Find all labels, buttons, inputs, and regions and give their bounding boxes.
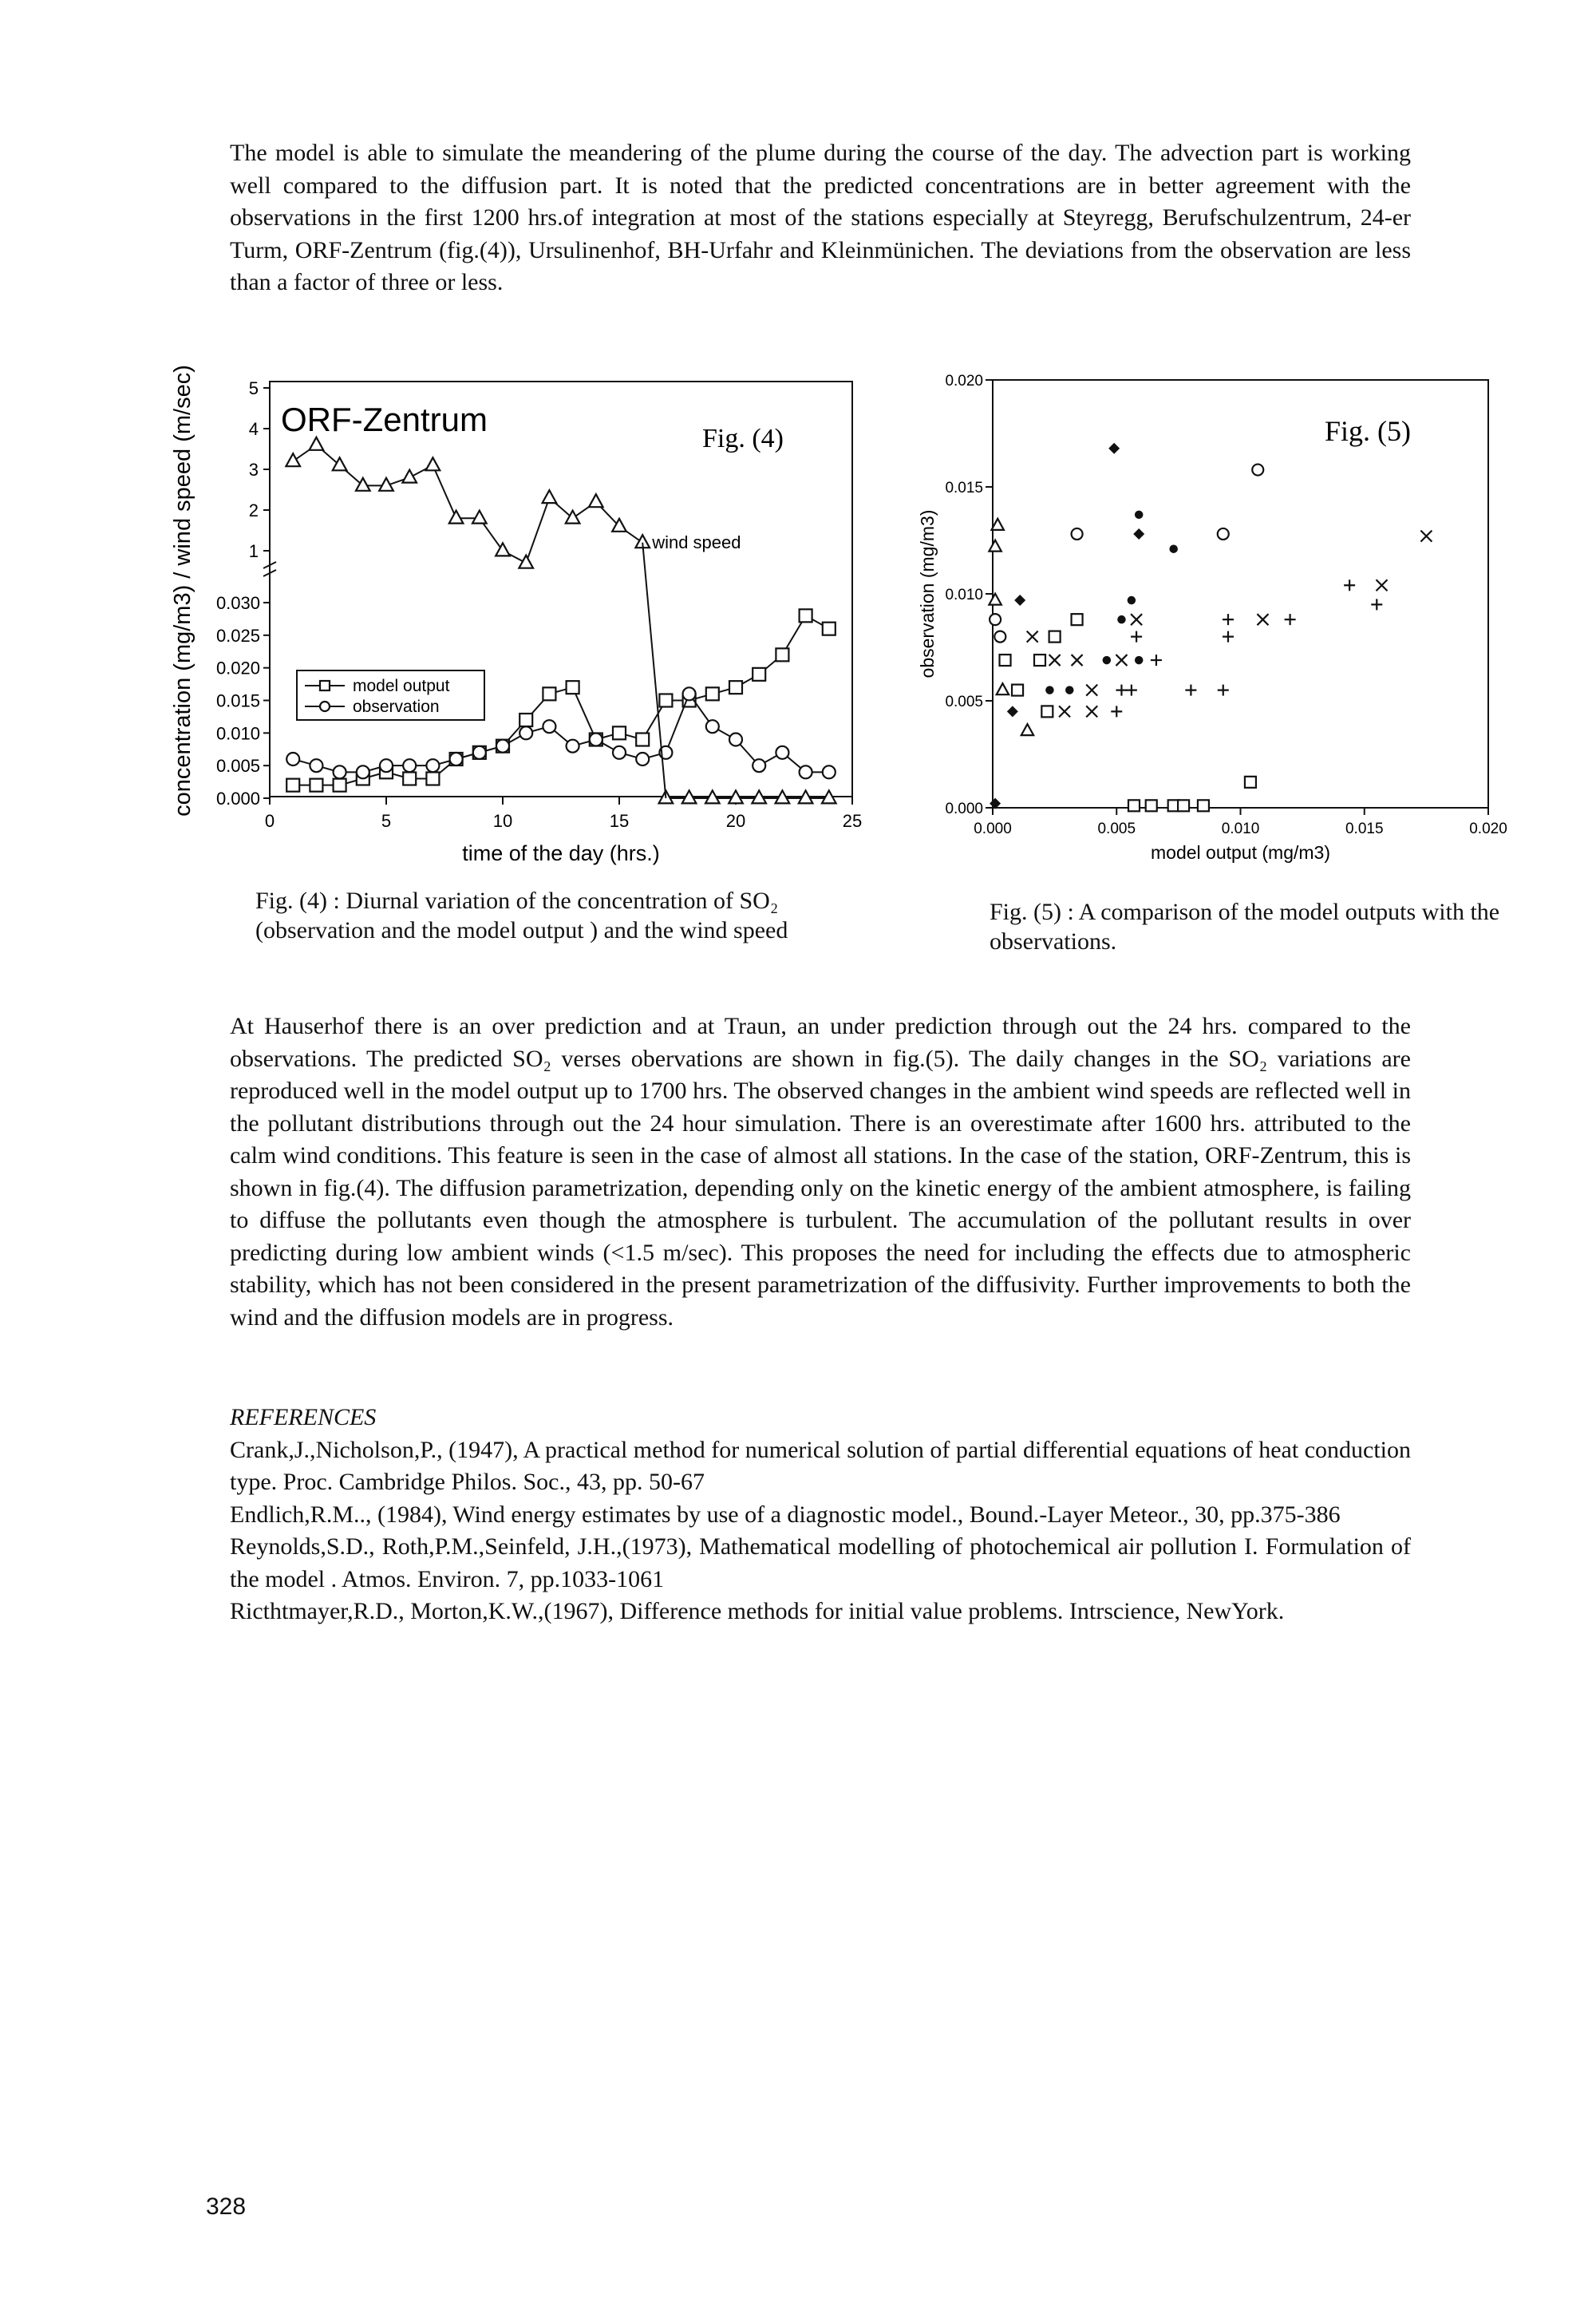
data-point <box>286 753 299 765</box>
scatter-point <box>1420 531 1432 542</box>
body-paragraph-1: The model is able to simulate the meandering of the plume during the course of the day. The advection part is working well compared to the diffusion part. It is noted that the predicted concentrations are in better agreement with the observations in the first 1200 hrs.of integration at most of the stations especially at Steyregg, Berufschulzentrum, 24-er Turm, ORF-Zentrum (fig.(4)), Ursulinenhof, BH-Urfahr and Kleinmünichen. The deviations from the observation are less than a factor of three or less. <box>230 140 1411 295</box>
scatter-point <box>1133 528 1144 540</box>
data-point <box>357 765 369 778</box>
y-axis-title: concentration (mg/m3) / wind speed (m/sec) <box>170 365 196 817</box>
conc-tick-label: 0.000 <box>215 789 260 809</box>
conc-tick-label: 0.020 <box>215 658 260 678</box>
data-point <box>729 734 742 746</box>
data-point <box>426 457 440 470</box>
data-point <box>496 740 509 753</box>
wind-speed-label: wind speed <box>652 532 741 552</box>
x-axis-title: model output (mg/m3) <box>1151 842 1330 863</box>
conc-tick-label: 0.030 <box>215 593 260 613</box>
scatter-point <box>1027 631 1038 643</box>
scatter-point <box>1103 656 1112 665</box>
scatter-point <box>1151 655 1162 666</box>
data-point <box>472 511 487 524</box>
data-point <box>310 437 324 450</box>
scatter-point <box>1034 655 1045 666</box>
wind-tick-label: 1 <box>248 541 259 561</box>
scatter-point <box>1117 615 1126 624</box>
data-point <box>519 714 532 726</box>
scatter-point <box>1223 631 1234 643</box>
data-point <box>426 759 439 772</box>
scatter-point <box>1072 655 1083 666</box>
data-point <box>776 746 788 759</box>
data-point <box>753 759 765 772</box>
data-point <box>543 490 557 503</box>
x-tick-label: 10 <box>492 811 513 831</box>
x-tick-label: 0.005 <box>1097 821 1136 837</box>
scatter-point <box>1014 595 1025 606</box>
scatter-point <box>990 614 1001 625</box>
data-point <box>334 765 346 778</box>
data-point <box>426 773 439 785</box>
data-point <box>613 726 626 739</box>
conc-tick-label: 0.005 <box>215 756 260 777</box>
scatter-point <box>1198 800 1209 811</box>
scatter-point <box>1128 800 1140 811</box>
scatter-point <box>1116 655 1127 666</box>
data-point <box>800 609 812 622</box>
scatter-point <box>1135 656 1144 665</box>
data-point <box>380 759 393 772</box>
scatter-point <box>1146 800 1157 811</box>
scatter-point <box>1049 631 1061 643</box>
data-point <box>333 457 347 470</box>
data-point <box>589 494 603 507</box>
x-tick-label: 0 <box>264 811 275 831</box>
legend-marker <box>320 681 330 690</box>
data-point <box>706 720 719 733</box>
legend <box>297 670 484 720</box>
scatter-point <box>1257 614 1268 625</box>
x-tick-label: 0.000 <box>974 821 1012 837</box>
data-point <box>402 470 417 483</box>
scatter-point <box>1111 706 1122 717</box>
plot-frame <box>993 380 1488 808</box>
data-point <box>310 779 322 792</box>
scatter-point <box>994 631 1005 643</box>
data-point <box>729 681 742 694</box>
scatter-point <box>1021 724 1033 735</box>
data-point <box>310 759 322 772</box>
y-axis-title: observation (mg/m3) <box>917 509 938 678</box>
x-tick-label: 25 <box>842 811 863 831</box>
scatter-point <box>997 683 1009 694</box>
x-tick-label: 5 <box>381 811 392 831</box>
scatter-point <box>1007 706 1018 717</box>
data-point <box>449 511 464 524</box>
y-tick-label: 0.015 <box>945 480 983 496</box>
scatter-point <box>1116 685 1127 696</box>
scatter-point <box>1126 685 1137 696</box>
data-point <box>286 779 299 792</box>
data-point <box>450 753 463 765</box>
x-tick-label: 0.020 <box>1469 821 1507 837</box>
legend-marker <box>320 702 330 711</box>
scatter-point <box>1245 777 1256 788</box>
data-point <box>567 681 579 694</box>
scatter-point <box>1371 599 1382 610</box>
scatter-point <box>1059 706 1070 717</box>
data-point <box>659 694 672 707</box>
chart-title: ORF-Zentrum <box>281 401 488 438</box>
wind-tick-label: 2 <box>248 500 259 520</box>
data-point <box>706 687 719 700</box>
page-number: 328 <box>206 2193 247 2220</box>
scatter-point <box>1072 614 1083 625</box>
conc-tick-label: 0.010 <box>215 723 260 744</box>
scatter-point <box>1135 511 1144 520</box>
scatter-point <box>1218 685 1229 696</box>
figure-label: Fig. (4) <box>702 424 784 453</box>
scatter-point <box>1086 706 1097 717</box>
scatter-point <box>1185 685 1196 696</box>
x-axis-title: time of the day (hrs.) <box>462 841 660 865</box>
figure-4-caption: Fig. (4) : Diurnal variation of the concentration of SO₂ (observation and the model output ) and the wind speed <box>255 888 788 943</box>
scatter-point <box>1045 686 1054 694</box>
y-tick-label: 0.005 <box>945 694 983 710</box>
scatter-point <box>1041 706 1053 717</box>
data-point <box>590 734 602 746</box>
data-point <box>823 765 836 778</box>
wind-tick-label: 5 <box>248 378 259 398</box>
figure-label: Fig. (5) <box>1325 415 1411 447</box>
figure-5-chart <box>902 359 1540 886</box>
data-point <box>519 556 533 568</box>
data-point <box>473 746 486 759</box>
data-point <box>683 687 696 700</box>
data-point <box>613 746 626 759</box>
legend-entry: model output <box>353 677 450 695</box>
x-tick-label: 0.015 <box>1345 821 1384 837</box>
reference-item: Endlich,R.M.., (1984), Wind energy estimates by use of a diagnostic model., Bound.-Layer Meteor., 30, pp.375-386 <box>230 1501 1341 1528</box>
scatter-point <box>1128 596 1136 605</box>
reference-item: Ricthtmayer,R.D., Morton,K.W.,(1967), Difference methods for initial value problems. Intrscience, NewYork. <box>230 1598 1285 1624</box>
scatter-point <box>1012 685 1023 696</box>
data-point <box>403 773 416 785</box>
data-point <box>543 687 555 700</box>
data-point <box>543 720 555 733</box>
data-point <box>636 734 649 746</box>
y-tick-label: 0.000 <box>945 801 983 817</box>
scatter-point <box>1169 544 1178 553</box>
conc-tick-label: 0.025 <box>215 625 260 646</box>
wind-tick-label: 4 <box>248 419 259 439</box>
scatter-point <box>1223 614 1234 625</box>
reference-item: Reynolds,S.D., Roth,P.M.,Seinfeld, J.H.,(1973), Mathematical modelling of photochemical air pollution I. Formulation of the model . Atmos. Environ. 7, pp.1033-1061 <box>230 1533 1411 1592</box>
scatter-point <box>1376 579 1387 591</box>
data-point <box>286 453 300 466</box>
figure-5-caption: Fig. (5) : A comparison of the model outputs with the observations. <box>990 899 1500 955</box>
x-tick-label: 15 <box>609 811 630 831</box>
scatter-point <box>1178 800 1189 811</box>
wind-tick-label: 3 <box>248 460 259 480</box>
scatter-point <box>989 540 1001 552</box>
data-point <box>356 478 370 491</box>
data-point <box>800 765 812 778</box>
data-point <box>753 668 765 681</box>
scatter-point <box>1072 528 1083 540</box>
scatter-point <box>1131 614 1142 625</box>
scatter-point <box>1131 631 1142 643</box>
scatter-point <box>1108 443 1120 454</box>
references-heading: REFERENCES <box>230 1404 377 1430</box>
y-tick-label: 0.010 <box>945 587 983 603</box>
data-point <box>566 511 580 524</box>
scatter-point <box>989 594 1001 605</box>
data-point <box>519 726 532 739</box>
data-point <box>403 759 416 772</box>
scatter-point <box>1086 685 1097 696</box>
scatter-point <box>1065 686 1074 694</box>
x-tick-label: 20 <box>725 811 746 831</box>
data-point <box>334 779 346 792</box>
legend-entry: observation <box>353 698 440 716</box>
references-section <box>230 1402 1411 1628</box>
figure-4-chart <box>160 359 894 886</box>
scatter-point <box>1000 655 1011 666</box>
reference-item: Crank,J.,Nicholson,P., (1947), A practical method for numerical solution of partial differential equations of heat conduction type. Proc. Cambridge Philos. Soc., 43, pp. 50-67 <box>230 1436 1411 1495</box>
y-tick-label: 0.020 <box>945 373 983 390</box>
scatter-point <box>1344 579 1355 591</box>
scatter-point <box>1285 614 1296 625</box>
data-point <box>823 623 836 635</box>
data-point <box>567 740 579 753</box>
body-paragraph-2: At Hauserhof there is an over prediction and at Traun, an under prediction through out the 24 hrs. compared to the observations. The predicted SO₂ verses obervations are shown in fig.(5). The daily changes in the SO₂ variations are reproduced well in the model output up to 1700 hrs. The observed changes in the ambient wind speeds are reflected well in the pollutant distributions through out the 24 hour simulation. There is an overestimate after 1600 hrs. attributed to the calm wind conditions. This feature is seen in the case of almost all stations. In the case of the station, ORF-Zentrum, this is shown in fig.(4). The diffusion parametrization, depending only on the kinetic energy of the ambient atmosphere, is failing to diffuse the pollutants even though the atmosphere is turbulent. The accumulation of the pollutant results in over predicting during low ambient winds (<1.5 m/sec). This proposes the need for including the effects due to atmospheric stability, which has not been considered in the present parametrization of the diffusivity. Further improvements to both the wind and the diffusion models are in progress. <box>230 1013 1411 1331</box>
scatter-point <box>1252 465 1263 476</box>
x-tick-label: 0.010 <box>1221 821 1260 837</box>
scatter-point <box>1218 528 1229 540</box>
data-point <box>636 753 649 765</box>
conc-tick-label: 0.015 <box>215 690 260 711</box>
data-point <box>776 648 788 661</box>
scatter-point <box>1049 655 1061 666</box>
